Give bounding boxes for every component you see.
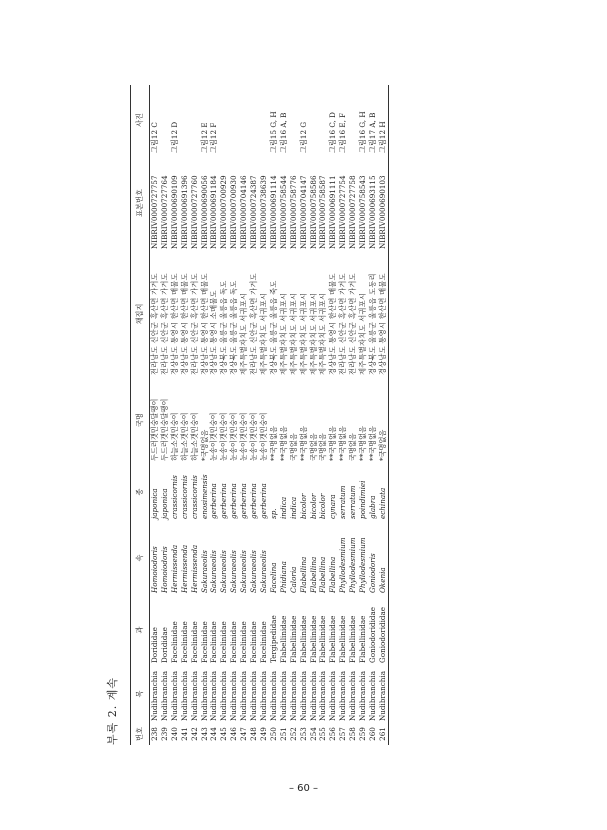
cell-specimen-code: NIBRIV0000727758 xyxy=(348,175,358,249)
cell-order: Nudibranchia xyxy=(278,670,288,721)
cell-family: Flabellinidae xyxy=(308,615,318,663)
cell-specimen-code: NIBRIV0000693115 xyxy=(367,175,377,249)
cell-order: Nudibranchia xyxy=(189,670,199,721)
cell-species: cynara xyxy=(328,494,338,519)
table-row xyxy=(328,85,338,745)
cell-genus: Phidiana xyxy=(278,561,288,593)
cell-family: Facelinidae xyxy=(189,621,199,663)
cell-specimen-code: NIBRIV0000691111 xyxy=(328,175,338,249)
cell-locality: 전라남도 신안군 흑산면 가거도 xyxy=(159,273,169,375)
cell-status: 하늘소갯민숭이 xyxy=(189,412,199,461)
cell-specimen-code: NIBRIV0000758543 xyxy=(358,175,368,249)
cell-status: **국명없음 xyxy=(367,426,377,461)
page-number: – 60 – xyxy=(288,783,319,794)
header-status: 국명 xyxy=(135,413,145,427)
table-row xyxy=(170,85,180,745)
cell-order: Nudibranchia xyxy=(288,670,298,721)
cell-family: Flabellinidae xyxy=(328,615,338,663)
cell-locality: 전라남도 신안군 흑산면 가거도 xyxy=(189,273,199,375)
cell-specimen-code: NIBRIV0000691114 xyxy=(268,175,278,249)
rotated-page-content xyxy=(100,85,528,745)
cell-order: Nudibranchia xyxy=(199,670,209,721)
cell-specimen-code: NIBRIV0000690103 xyxy=(377,175,387,249)
cell-family: Goniodorididae xyxy=(377,606,387,663)
cell-species: gerberina xyxy=(209,483,219,519)
table-row xyxy=(150,85,160,745)
cell-order: Nudibranchia xyxy=(229,670,239,721)
cell-status: 눈송이갯민숭이 xyxy=(229,412,239,461)
cell-order: Nudibranchia xyxy=(219,670,229,721)
cell-photo xyxy=(249,85,259,155)
cell-no: 256 xyxy=(328,727,338,741)
header-species: 종 xyxy=(135,488,145,496)
cell-species: gerberina xyxy=(229,483,239,519)
cell-status: *국명없음 xyxy=(377,429,387,461)
cell-locality: 제주특별자치도 서귀포시 xyxy=(288,292,298,375)
cell-family: Dorididae xyxy=(150,627,159,663)
cell-family: Flabellinidae xyxy=(278,615,288,663)
cell-no: 261 xyxy=(377,727,387,741)
cell-genus: Facelina xyxy=(268,562,278,593)
cell-no: 254 xyxy=(308,727,318,741)
cell-photo xyxy=(219,85,229,155)
cell-specimen-code: NIBRIV0000700929 xyxy=(219,175,229,249)
table-row xyxy=(279,85,289,745)
cell-specimen-code: NIBRIV0000758587 xyxy=(318,175,328,249)
cell-family: Tergipedidae xyxy=(268,615,278,663)
cell-locality: 제주특별자치도 서귀포시 xyxy=(308,292,318,375)
cell-genus: Caloria xyxy=(288,566,298,593)
cell-no: 257 xyxy=(338,727,348,741)
cell-locality: 경상북도 울릉군 울릉읍 도동리 xyxy=(367,273,377,375)
cell-order: Nudibranchia xyxy=(308,670,318,721)
cell-order: Nudibranchia xyxy=(239,670,249,721)
table-row xyxy=(309,85,319,745)
cell-genus: Sakuraeolis xyxy=(239,550,249,593)
cell-status: 눈송이갯민숭이 xyxy=(209,412,219,461)
cell-order: Nudibranchia xyxy=(209,670,219,721)
cell-specimen-code: NIBRIV0000691396 xyxy=(179,175,189,249)
cell-photo: 그림15 G, H xyxy=(268,111,278,153)
cell-status: **국명없음 xyxy=(278,426,288,461)
header-specimen-code: 표본번호 xyxy=(135,189,145,217)
cell-no: 244 xyxy=(209,727,219,741)
cell-species: gerberina xyxy=(219,483,229,519)
cell-species: poindimiei xyxy=(358,480,368,519)
cell-locality: 경상북도 울릉군 울릉읍 죽도 xyxy=(268,280,278,375)
cell-family: Flabellinidae xyxy=(288,615,298,663)
table-row xyxy=(259,85,269,745)
cell-locality: 제주특별자치도 서귀포시 xyxy=(258,292,268,375)
cell-family: Flabellinidae xyxy=(318,615,328,663)
table-row xyxy=(368,85,378,745)
cell-genus: Sakuraeolis xyxy=(199,550,209,593)
cell-order: Nudibranchia xyxy=(328,670,338,721)
rotated-inner xyxy=(100,85,528,745)
cell-species: crassicornis xyxy=(189,475,199,519)
cell-species: japonica xyxy=(150,488,159,519)
cell-species: indica xyxy=(278,496,288,519)
header-photo: 사진 xyxy=(135,113,145,127)
cell-no: 253 xyxy=(298,727,308,741)
cell-no: 252 xyxy=(288,727,298,741)
cell-no: 240 xyxy=(169,727,179,741)
cell-species: serratum xyxy=(338,485,348,519)
cell-status: 하늘소갯민숭이 xyxy=(169,412,179,461)
cell-family: Dorididae xyxy=(159,627,169,663)
cell-specimen-code: NIBRIV0000700930 xyxy=(229,175,239,249)
cell-no: 259 xyxy=(358,727,368,741)
cell-order: Nudibranchia xyxy=(338,670,348,721)
cell-order: Nudibranchia xyxy=(169,670,179,721)
table-row xyxy=(299,85,309,745)
cell-locality: 경상북도 울릉군 울릉읍 독도 xyxy=(229,280,239,375)
cell-order: Nudibranchia xyxy=(150,670,159,721)
cell-species: bicolor xyxy=(318,493,328,519)
cell-photo: 그림12 E xyxy=(199,122,209,153)
table-row xyxy=(318,85,328,745)
cell-specimen-code: NIBRIV0000738639 xyxy=(258,175,268,249)
cell-no: 251 xyxy=(278,727,288,741)
cell-specimen-code: NIBRIV0000690056 xyxy=(199,175,209,249)
table-row xyxy=(160,85,170,745)
cell-family: Flabellinidae xyxy=(348,615,358,663)
cell-genus: Sakuraeolis xyxy=(219,550,229,593)
table-row xyxy=(269,85,279,745)
table-row xyxy=(378,85,388,745)
cell-locality: 경상남도 통영시 소매물도 xyxy=(209,290,219,375)
cell-genus: Homoiodoris xyxy=(150,546,159,593)
cell-status: 눈송이갯민숭이 xyxy=(258,412,268,461)
cell-photo xyxy=(190,85,200,155)
cell-order: Nudibranchia xyxy=(377,670,387,721)
cell-genus: Goniodoris xyxy=(367,553,377,593)
cell-species: bicolor xyxy=(298,493,308,519)
cell-specimen-code: NIBRIV0000727754 xyxy=(338,175,348,249)
specimen-table xyxy=(130,85,389,745)
cell-family: Facelinidae xyxy=(229,621,239,663)
header-row xyxy=(131,85,150,745)
cell-no: 243 xyxy=(199,727,209,741)
cell-specimen-code: NIBRIV0000691184 xyxy=(209,175,219,249)
header-family: 과 xyxy=(135,626,145,634)
cell-locality: 전라남도 신안군 흑산면 가거도 xyxy=(348,273,358,375)
cell-photo xyxy=(318,85,328,155)
cell-order: Nudibranchia xyxy=(348,670,358,721)
cell-family: Facelinidae xyxy=(258,621,268,663)
cell-genus: Phyllodesmium xyxy=(348,537,358,593)
cell-genus: Hermissenda xyxy=(189,544,199,593)
cell-photo: 그림17 A, B xyxy=(367,112,377,153)
cell-locality: 제주특별자치도 서귀포시 xyxy=(298,292,308,375)
table-row xyxy=(239,85,249,745)
cell-genus: Flabellina xyxy=(318,556,328,593)
cell-species: bicolor xyxy=(308,493,318,519)
cell-genus: Phyllodesmium xyxy=(338,537,348,593)
cell-status: 눈송이갯민숭이 xyxy=(219,412,229,461)
cell-genus: Sakuraeolis xyxy=(209,550,219,593)
cell-family: Facelinidae xyxy=(249,621,259,663)
cell-specimen-code: NIBRIV0000724387 xyxy=(249,175,259,249)
cell-locality: 제주특별자치도 서귀포시 xyxy=(278,292,288,375)
cell-order: Nudibranchia xyxy=(367,670,377,721)
cell-family: Facelinidae xyxy=(209,621,219,663)
cell-no: 248 xyxy=(249,727,259,741)
cell-order: Nudibranchia xyxy=(298,670,308,721)
cell-species: japonica xyxy=(159,488,169,519)
cell-status: 국명없음 xyxy=(348,433,358,461)
cell-locality: 경상남도 통영시 한산면 매물도 xyxy=(179,273,189,375)
cell-family: Facelinidae xyxy=(239,621,249,663)
header-locality: 채집지 xyxy=(135,303,145,325)
cell-species: crassicornis xyxy=(169,475,179,519)
cell-genus: Hermissenda xyxy=(169,544,179,593)
table-row xyxy=(219,85,229,745)
cell-family: Flabellinidae xyxy=(338,615,348,663)
cell-status: **국명없음 xyxy=(358,426,368,461)
cell-photo xyxy=(348,85,358,155)
cell-no: 245 xyxy=(219,727,229,741)
cell-no: 242 xyxy=(189,727,199,741)
cell-specimen-code: NIBRIV0000727757 xyxy=(150,175,159,249)
cell-photo: 그림16 G, H xyxy=(358,111,368,153)
table-row xyxy=(200,85,210,745)
cell-photo: 그림12 H xyxy=(377,121,387,153)
cell-specimen-code: NIBRIV0000758544 xyxy=(278,175,288,249)
cell-status: 두드러갯민숭달팽이 xyxy=(150,398,159,461)
cell-order: Nudibranchia xyxy=(249,670,259,721)
cell-order: Nudibranchia xyxy=(268,670,278,721)
cell-species: enosimensis xyxy=(199,474,209,519)
cell-locality: 제주특별자치도 서귀포시 xyxy=(239,292,249,375)
table-body xyxy=(150,85,389,745)
cell-photo xyxy=(239,85,249,155)
cell-locality: 전라남도 신안군 흑산면 가거도 xyxy=(150,273,159,375)
header-no: 번호 xyxy=(135,727,145,741)
cell-no: 239 xyxy=(159,727,169,741)
cell-photo xyxy=(160,85,170,155)
cell-no: 260 xyxy=(367,727,377,741)
cell-status: 하늘소갯민숭이 xyxy=(179,412,189,461)
cell-specimen-code: NIBRIV0000758586 xyxy=(308,175,318,249)
cell-photo: 그림16 A, B xyxy=(278,112,288,153)
cell-status: 국명없음 xyxy=(308,433,318,461)
table-row xyxy=(190,85,200,745)
cell-locality: 전라남도 신안군 흑산면 가거도 xyxy=(338,273,348,375)
cell-species: gerberina xyxy=(249,483,259,519)
cell-genus: Phyllodesmium xyxy=(358,537,368,593)
cell-photo xyxy=(180,85,190,155)
cell-genus: Flabellina xyxy=(308,556,318,593)
table-row xyxy=(358,85,368,745)
cell-photo: 그림12 G xyxy=(298,121,308,153)
cell-genus: Homoiodoris xyxy=(159,546,169,593)
cell-photo xyxy=(229,85,239,155)
cell-no: 258 xyxy=(348,727,358,741)
cell-family: Flabellinidae xyxy=(358,615,368,663)
cell-order: Nudibranchia xyxy=(159,670,169,721)
cell-locality: 경상남도 통영시 한산면 매물도 xyxy=(169,273,179,375)
cell-photo: 그림12 D xyxy=(169,121,179,153)
cell-status: **국명없음 xyxy=(338,426,348,461)
cell-family: Facelinidae xyxy=(199,621,209,663)
cell-no: 249 xyxy=(258,727,268,741)
cell-locality: 전라남도 신안군 흑산면 가거도 xyxy=(249,273,259,375)
cell-locality: 경상남도 통영시 한산면 매물도 xyxy=(199,273,209,375)
cell-status: **국명없음 xyxy=(268,426,278,461)
cell-photo: 그림12 F xyxy=(209,122,219,153)
cell-status: **국명없음 xyxy=(328,426,338,461)
cell-photo: 그림12 C xyxy=(150,122,159,153)
cell-genus: Sakuraeolis xyxy=(258,550,268,593)
cell-no: 250 xyxy=(268,727,278,741)
cell-status: 두드러갯민숭달팽이 xyxy=(159,398,169,461)
cell-status: *국명없음 xyxy=(199,429,209,461)
cell-status: 눈송이갯민숭이 xyxy=(239,412,249,461)
table-row xyxy=(289,85,299,745)
cell-species: glabra xyxy=(367,495,377,519)
cell-species: indica xyxy=(288,496,298,519)
cell-species: crassicornis xyxy=(179,475,189,519)
cell-no: 241 xyxy=(179,727,189,741)
table-row xyxy=(348,85,358,745)
cell-order: Nudibranchia xyxy=(258,670,268,721)
cell-specimen-code: NIBRIV0000727760 xyxy=(189,175,199,249)
cell-species: gerberina xyxy=(258,483,268,519)
cell-genus: Sakuraeolis xyxy=(249,550,259,593)
cell-no: 255 xyxy=(318,727,328,741)
cell-status: 국명없음 xyxy=(318,433,328,461)
cell-species: gerberina xyxy=(239,483,249,519)
cell-specimen-code: NIBRIV0000727764 xyxy=(159,175,169,249)
cell-locality: 제주특별자치도 서귀포시 xyxy=(318,292,328,375)
table-caption: 부록 2. 계속 xyxy=(106,677,119,745)
cell-family: Facelinidae xyxy=(179,621,189,663)
cell-photo: 그림16 C, D xyxy=(328,112,338,153)
cell-specimen-code: NIBRIV0000704147 xyxy=(298,175,308,249)
cell-specimen-code: NIBRIV0000704146 xyxy=(239,175,249,249)
header-genus: 속 xyxy=(135,554,145,562)
cell-order: Nudibranchia xyxy=(318,670,328,721)
cell-genus: Okenia xyxy=(377,567,387,593)
cell-status: 국명없음 xyxy=(288,433,298,461)
cell-family: Facelinidae xyxy=(219,621,229,663)
cell-family: Facelinidae xyxy=(169,621,179,663)
cell-photo: 그림16 E, F xyxy=(338,112,348,153)
cell-locality: 경상남도 통영시 한산면 매물도 xyxy=(377,273,387,375)
cell-genus: Flabellina xyxy=(328,556,338,593)
cell-status: 눈송이갯민숭이 xyxy=(249,412,259,461)
cell-locality: 경상북도 울릉군 울릉읍 독도 xyxy=(219,280,229,375)
table-row xyxy=(180,85,190,745)
table-row xyxy=(249,85,259,745)
header-order: 목 xyxy=(135,690,145,698)
cell-genus: Sakuraeolis xyxy=(229,550,239,593)
cell-specimen-code: NIBRIV0000758776 xyxy=(288,175,298,249)
cell-status: **국명없음 xyxy=(298,426,308,461)
cell-photo xyxy=(259,85,269,155)
cell-photo xyxy=(289,85,299,155)
cell-order: Nudibranchia xyxy=(179,670,189,721)
cell-order: Nudibranchia xyxy=(358,670,368,721)
table-row xyxy=(338,85,348,745)
cell-family: Goniodorididae xyxy=(367,606,377,663)
cell-species: echinata xyxy=(377,487,387,519)
cell-species: sp. xyxy=(268,508,278,519)
cell-specimen-code: NIBRIV0000690109 xyxy=(169,175,179,249)
cell-locality: 제주특별자치도 서귀포시 xyxy=(358,292,368,375)
cell-genus: Flabellina xyxy=(298,556,308,593)
cell-family: Flabellinidae xyxy=(298,615,308,663)
table-row xyxy=(209,85,219,745)
cell-genus: Hermissenda xyxy=(179,544,189,593)
cell-no: 247 xyxy=(239,727,249,741)
table-header xyxy=(131,85,150,745)
table-row xyxy=(229,85,239,745)
cell-no: 238 xyxy=(150,727,159,741)
cell-photo xyxy=(309,85,319,155)
cell-no: 246 xyxy=(229,727,239,741)
cell-species: serratum xyxy=(348,485,358,519)
cell-locality: 경상남도 통영시 한산면 매물도 xyxy=(328,273,338,375)
